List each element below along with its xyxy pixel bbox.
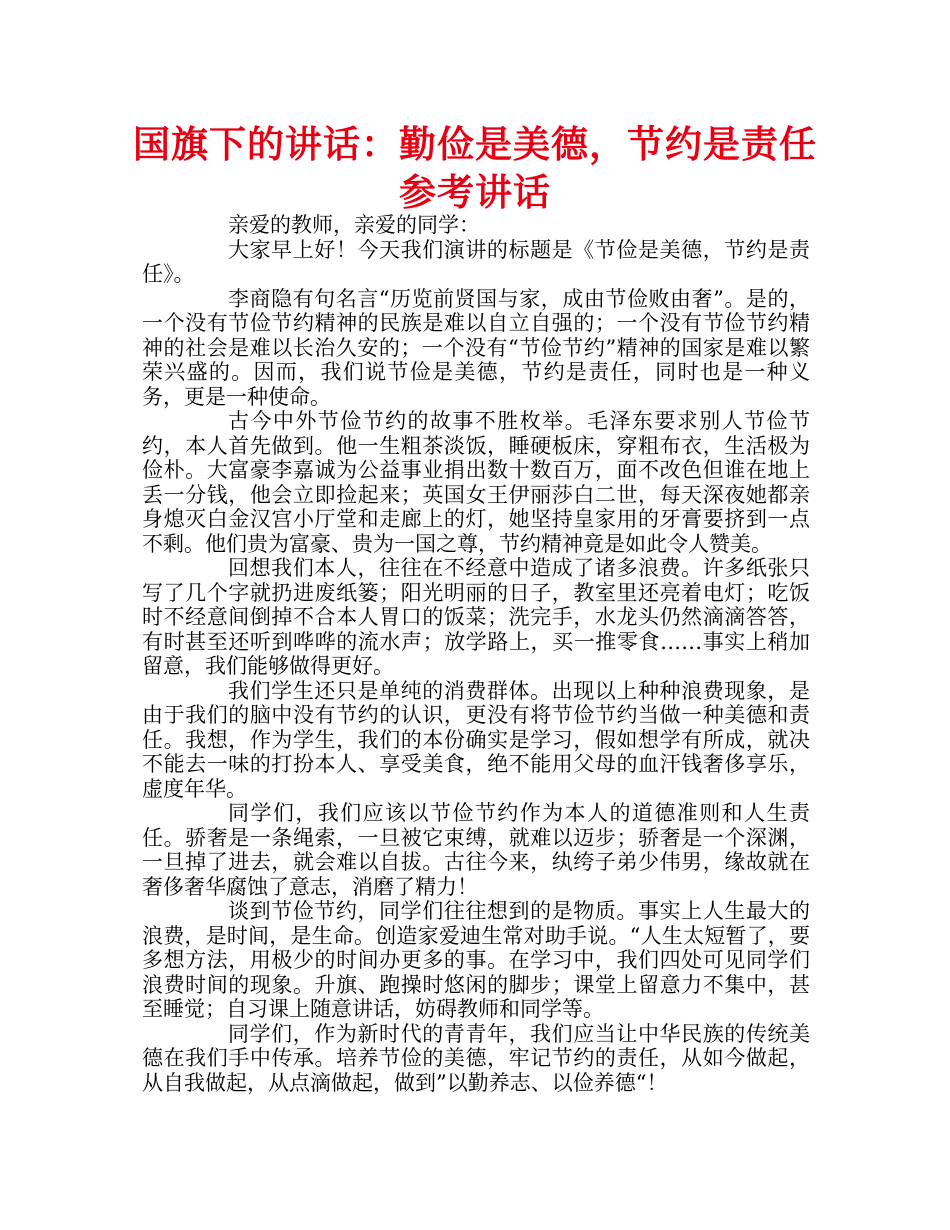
body-paragraph: 谈到节俭节约，同学们往往想到的是物质。事实上人生最大的浪费，是时间，是生命。创造家爱迪生常对助手说。“人生太短暂了，要多想方法，用极少的时间办更多的事。在学习中，我们四处可见同学们浪费时间的现象。升旗、跑操时悠闲的脚步；课堂上留意力不集中，甚至睡觉；自习课上随意讲话，妨碍教师和同学等。 (142, 899, 810, 1021)
greeting-paragraph: 大家早上好！今天我们演讲的标题是《节俭是美德，节约是责任》。 (142, 237, 810, 286)
document-title-line-2: 参考讲话 (399, 171, 551, 214)
body-paragraph: 李商隐有句名言“历览前贤国与家，成由节俭败由奢”。是的，一个没有节俭节约精神的民族是难以自立自强的；一个没有节俭节约精神的社会是难以长治久安的；一个没有“节俭节约”精神的国家是难以繁荣兴盛的。因而，我们说节俭是美德，节约是责任，同时也是一种义务，更是一种使命。 (142, 286, 810, 409)
salutation-paragraph: 亲爱的教师，亲爱的同学： (228, 213, 480, 237)
body-paragraph: 回想我们本人，往往在不经意中造成了诸多浪费。许多纸张只写了几个字就扔进废纸篓；阳光明丽的日子，教室里还亮着电灯；吃饭时不经意间倒掉不合本人胃口的饭菜；洗完手，水龙头仍然滴滴答答，有时甚至还听到哗哗的流水声；放学路上，买一推零食……事实上稍加留意，我们能够做得更好。 (142, 556, 810, 678)
document-title-line-1: 国旗下的讲话：勤俭是美德，节约是责任 (133, 123, 817, 166)
body-paragraph: 我们学生还只是单纯的消费群体。出现以上种种浪费现象，是由于我们的脑中没有节约的认识，更没有将节俭节约当做一种美德和责任。我想，作为学生，我们的本份确实是学习，假如想学有所成，就决不能去一味的打扮本人、享受美食，绝不能用父母的血汗钱奢侈享乐，虚度年华。 (142, 678, 810, 801)
body-paragraph: 古今中外节俭节约的故事不胜枚举。毛泽东要求别人节俭节约，本人首先做到。他一生粗茶淡饭，睡硬板床，穿粗布衣，生活极为俭朴。大富豪李嘉诚为公益事业捐出数十数百万，面不改色但谁在地上丢一分钱，他会立即捡起来；英国女王伊丽莎白二世，每天深夜她都亲身熄灭白金汉宫小厅堂和走廊上的灯，她坚持皇家用的牙膏要挤到一点不剩。他们贵为富豪、贵为一国之尊，节约精神竟是如此令人赞美。 (142, 409, 810, 556)
body-paragraph: 同学们，我们应该以节俭节约作为本人的道德准则和人生责任。骄奢是一条绳索，一旦被它束缚，就难以迈步；骄奢是一个深渊，一旦掉了进去，就会难以自拔。古往今来，纨绔子弟少伟男，缘故就在奢侈奢华腐蚀了意志，消磨了精力！ (142, 801, 810, 899)
document-body (142, 213, 810, 1095)
closing-paragraph: 同学们，作为新时代的青青年，我们应当让中华民族的传统美德在我们手中传承。培养节俭的美德，牢记节约的责任，从如今做起，从自我做起，从点滴做起，做到”以勤养志、以俭养德“！ (142, 1021, 810, 1095)
